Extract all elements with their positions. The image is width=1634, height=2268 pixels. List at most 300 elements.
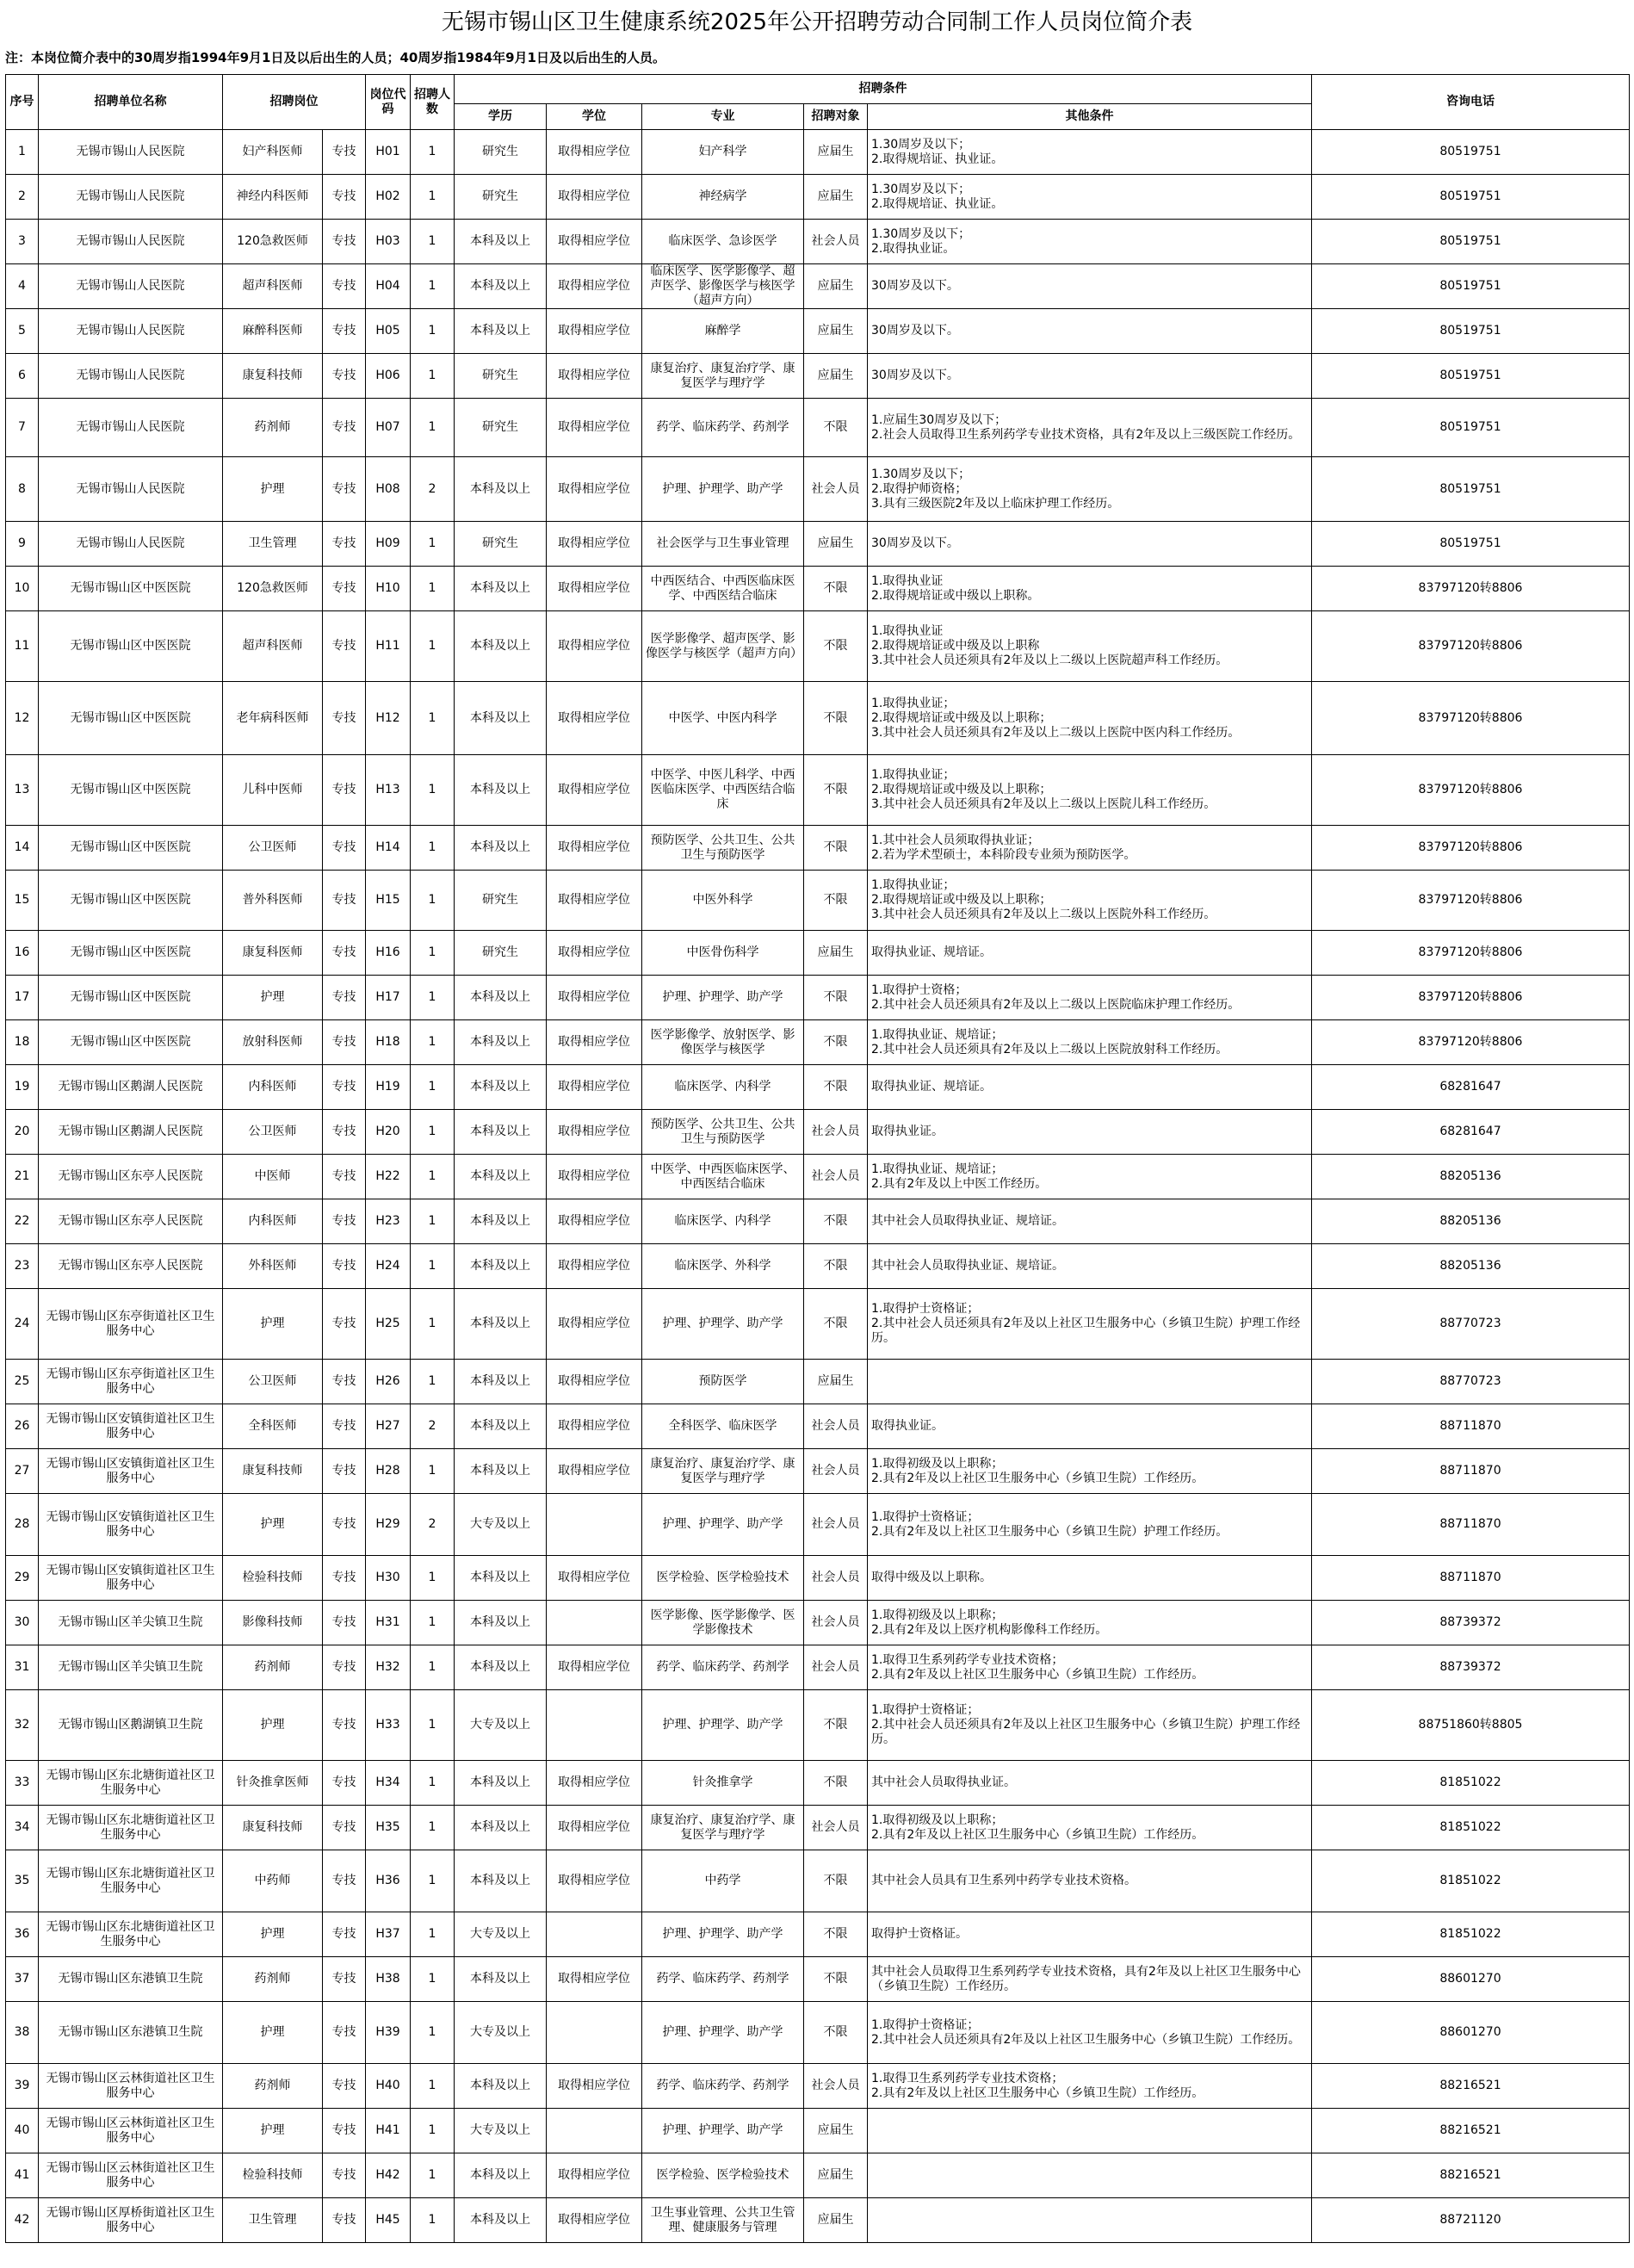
cell-tel: 88721120 bbox=[1312, 2198, 1630, 2243]
cell-target: 不限 bbox=[804, 1912, 868, 1957]
cell-seq: 30 bbox=[6, 1601, 39, 1645]
cell-degree: 取得相应学位 bbox=[547, 611, 642, 682]
cell-post: 护理 bbox=[223, 2002, 323, 2064]
cell-major: 全科医学、临床医学 bbox=[642, 1404, 804, 1449]
cell-unit: 无锡市锡山区东亭街道社区卫生服务中心 bbox=[39, 1360, 223, 1404]
cell-degree: 取得相应学位 bbox=[547, 1110, 642, 1155]
cell-post: 超声科医师 bbox=[223, 264, 323, 309]
cell-seq: 11 bbox=[6, 611, 39, 682]
cell-type: 专技 bbox=[323, 931, 366, 976]
cell-code: H17 bbox=[366, 976, 411, 1020]
cell-other: 1.取得执业证； 2.取得规培证或中级及以上职称； 3.其中社会人员还须具有2年及以上二级以上医院外科工作经历。 bbox=[868, 871, 1312, 931]
cell-major: 麻醉学 bbox=[642, 309, 804, 354]
cell-type: 专技 bbox=[323, 755, 366, 826]
cell-edu: 本科及以上 bbox=[455, 1110, 547, 1155]
cell-target: 社会人员 bbox=[804, 457, 868, 522]
cell-seq: 12 bbox=[6, 682, 39, 755]
cell-major: 社会医学与卫生事业管理 bbox=[642, 522, 804, 567]
cell-post: 儿科中医师 bbox=[223, 755, 323, 826]
table-row bbox=[6, 2109, 1630, 2153]
cell-post: 康复科技师 bbox=[223, 354, 323, 399]
cell-major: 药学、临床药学、药剂学 bbox=[642, 2064, 804, 2109]
cell-target: 应届生 bbox=[804, 2198, 868, 2243]
cell-code: H37 bbox=[366, 1912, 411, 1957]
job-table bbox=[5, 74, 1630, 2243]
table-row bbox=[6, 1494, 1630, 1556]
cell-other: 1.取得护士资格证； 2.其中社会人员还须具有2年及以上社区卫生服务中心（乡镇卫生院）护理工作经历。 bbox=[868, 1690, 1312, 1761]
cell-other: 取得执业证。 bbox=[868, 1110, 1312, 1155]
cell-tel: 80519751 bbox=[1312, 130, 1630, 175]
cell-edu: 大专及以上 bbox=[455, 2109, 547, 2153]
cell-edu: 本科及以上 bbox=[455, 1850, 547, 1912]
cell-major: 临床医学、内科学 bbox=[642, 1065, 804, 1110]
cell-count: 1 bbox=[411, 1199, 455, 1244]
cell-edu: 研究生 bbox=[455, 871, 547, 931]
cell-post: 超声科医师 bbox=[223, 611, 323, 682]
cell-degree: 取得相应学位 bbox=[547, 1199, 642, 1244]
cell-major: 中药学 bbox=[642, 1850, 804, 1912]
cell-tel: 88216521 bbox=[1312, 2064, 1630, 2109]
cell-code: H33 bbox=[366, 1690, 411, 1761]
header-other: 其他条件 bbox=[868, 104, 1312, 130]
cell-post: 护理 bbox=[223, 2109, 323, 2153]
cell-code: H01 bbox=[366, 130, 411, 175]
cell-count: 1 bbox=[411, 1806, 455, 1850]
cell-count: 1 bbox=[411, 567, 455, 611]
cell-code: H04 bbox=[366, 264, 411, 309]
cell-count: 1 bbox=[411, 1645, 455, 1690]
cell-tel: 88739372 bbox=[1312, 1601, 1630, 1645]
cell-count: 1 bbox=[411, 175, 455, 220]
cell-degree: 取得相应学位 bbox=[547, 354, 642, 399]
cell-post: 护理 bbox=[223, 1690, 323, 1761]
cell-target: 应届生 bbox=[804, 264, 868, 309]
cell-major: 针灸推拿学 bbox=[642, 1761, 804, 1806]
cell-type: 专技 bbox=[323, 1155, 366, 1199]
cell-tel: 88751860转8805 bbox=[1312, 1690, 1630, 1761]
cell-code: H39 bbox=[366, 2002, 411, 2064]
table-row bbox=[6, 2002, 1630, 2064]
cell-seq: 27 bbox=[6, 1449, 39, 1494]
cell-type: 专技 bbox=[323, 354, 366, 399]
cell-major: 医学影像学、放射医学、影像医学与核医学 bbox=[642, 1020, 804, 1065]
cell-major: 护理、护理学、助产学 bbox=[642, 2002, 804, 2064]
cell-code: H41 bbox=[366, 2109, 411, 2153]
cell-post: 老年病科医师 bbox=[223, 682, 323, 755]
cell-target: 应届生 bbox=[804, 2109, 868, 2153]
cell-type: 专技 bbox=[323, 399, 366, 457]
cell-seq: 28 bbox=[6, 1494, 39, 1556]
cell-other: 其中社会人员取得卫生系列药学专业技术资格，具有2年及以上社区卫生服务中心（乡镇卫生院）工作经历。 bbox=[868, 1957, 1312, 2002]
cell-tel: 83797120转8806 bbox=[1312, 1020, 1630, 1065]
cell-seq: 4 bbox=[6, 264, 39, 309]
cell-major: 预防医学、公共卫生、公共卫生与预防医学 bbox=[642, 826, 804, 871]
cell-other: 1.取得初级及以上职称； 2.具有2年及以上医疗机构影像科工作经历。 bbox=[868, 1601, 1312, 1645]
table-row bbox=[6, 2153, 1630, 2198]
cell-code: H12 bbox=[366, 682, 411, 755]
cell-tel: 88711870 bbox=[1312, 1449, 1630, 1494]
cell-target: 应届生 bbox=[804, 1360, 868, 1404]
cell-unit: 无锡市锡山区云林街道社区卫生服务中心 bbox=[39, 2153, 223, 2198]
cell-degree: 取得相应学位 bbox=[547, 1761, 642, 1806]
cell-edu: 本科及以上 bbox=[455, 2153, 547, 2198]
cell-major: 医学影像、医学影像学、医学影像技术 bbox=[642, 1601, 804, 1645]
table-row bbox=[6, 1645, 1630, 1690]
cell-other: 1.取得执业证； 2.取得规培证或中级及以上职称； 3.其中社会人员还须具有2年及以上二级以上医院儿科工作经历。 bbox=[868, 755, 1312, 826]
cell-code: H11 bbox=[366, 611, 411, 682]
cell-tel: 80519751 bbox=[1312, 175, 1630, 220]
cell-unit: 无锡市锡山区云林街道社区卫生服务中心 bbox=[39, 2064, 223, 2109]
cell-tel: 88205136 bbox=[1312, 1199, 1630, 1244]
cell-edu: 本科及以上 bbox=[455, 567, 547, 611]
cell-edu: 本科及以上 bbox=[455, 264, 547, 309]
cell-major: 医学检验、医学检验技术 bbox=[642, 1556, 804, 1601]
cell-code: H20 bbox=[366, 1110, 411, 1155]
cell-target: 应届生 bbox=[804, 130, 868, 175]
cell-seq: 42 bbox=[6, 2198, 39, 2243]
cell-tel: 80519751 bbox=[1312, 309, 1630, 354]
cell-target: 不限 bbox=[804, 2002, 868, 2064]
cell-seq: 2 bbox=[6, 175, 39, 220]
cell-count: 1 bbox=[411, 2153, 455, 2198]
table-row bbox=[6, 1601, 1630, 1645]
cell-other: 30周岁及以下。 bbox=[868, 264, 1312, 309]
cell-major: 药学、临床药学、药剂学 bbox=[642, 1957, 804, 2002]
cell-unit: 无锡市锡山区东北塘街道社区卫生服务中心 bbox=[39, 1806, 223, 1850]
cell-edu: 本科及以上 bbox=[455, 220, 547, 264]
cell-code: H45 bbox=[366, 2198, 411, 2243]
cell-type: 专技 bbox=[323, 1289, 366, 1360]
cell-edu: 本科及以上 bbox=[455, 755, 547, 826]
cell-type: 专技 bbox=[323, 2002, 366, 2064]
cell-edu: 本科及以上 bbox=[455, 1199, 547, 1244]
cell-degree: 取得相应学位 bbox=[547, 1244, 642, 1289]
cell-type: 专技 bbox=[323, 1645, 366, 1690]
cell-edu: 本科及以上 bbox=[455, 826, 547, 871]
table-note: 注：本岗位简介表中的30周岁指1994年9月1日及以后出生的人员；40周岁指1984年9月1日及以后出生的人员。 bbox=[5, 50, 665, 65]
table-row bbox=[6, 567, 1630, 611]
table-row bbox=[6, 457, 1630, 522]
cell-type: 专技 bbox=[323, 2109, 366, 2153]
cell-code: H32 bbox=[366, 1645, 411, 1690]
cell-edu: 大专及以上 bbox=[455, 1690, 547, 1761]
cell-target: 不限 bbox=[804, 1690, 868, 1761]
cell-tel: 88739372 bbox=[1312, 1645, 1630, 1690]
cell-unit: 无锡市锡山区东港镇卫生院 bbox=[39, 1957, 223, 2002]
cell-other: 1.取得执业证 2.取得规培证或中级及以上职称 3.其中社会人员还须具有2年及以上二级以上医院超声科工作经历。 bbox=[868, 611, 1312, 682]
cell-major: 临床医学、内科学 bbox=[642, 1199, 804, 1244]
cell-target: 不限 bbox=[804, 1020, 868, 1065]
cell-degree: 取得相应学位 bbox=[547, 1360, 642, 1404]
cell-other: 30周岁及以下。 bbox=[868, 354, 1312, 399]
cell-major: 康复治疗、康复治疗学、康复医学与理疗学 bbox=[642, 1449, 804, 1494]
table-row bbox=[6, 755, 1630, 826]
cell-degree: 取得相应学位 bbox=[547, 2198, 642, 2243]
cell-count: 1 bbox=[411, 1155, 455, 1199]
cell-target: 不限 bbox=[804, 611, 868, 682]
table-row bbox=[6, 1289, 1630, 1360]
cell-post: 内科医师 bbox=[223, 1065, 323, 1110]
cell-major: 预防医学 bbox=[642, 1360, 804, 1404]
cell-unit: 无锡市锡山区中医医院 bbox=[39, 826, 223, 871]
table-row bbox=[6, 931, 1630, 976]
cell-post: 卫生管理 bbox=[223, 2198, 323, 2243]
cell-tel: 83797120转8806 bbox=[1312, 567, 1630, 611]
cell-target: 社会人员 bbox=[804, 1155, 868, 1199]
cell-code: H38 bbox=[366, 1957, 411, 2002]
cell-unit: 无锡市锡山区东北塘街道社区卫生服务中心 bbox=[39, 1912, 223, 1957]
cell-type: 专技 bbox=[323, 457, 366, 522]
cell-seq: 22 bbox=[6, 1199, 39, 1244]
cell-code: H29 bbox=[366, 1494, 411, 1556]
cell-post: 神经内科医师 bbox=[223, 175, 323, 220]
cell-degree: 取得相应学位 bbox=[547, 755, 642, 826]
table-row bbox=[6, 1912, 1630, 1957]
cell-type: 专技 bbox=[323, 309, 366, 354]
cell-degree: 取得相应学位 bbox=[547, 457, 642, 522]
cell-seq: 32 bbox=[6, 1690, 39, 1761]
cell-target: 社会人员 bbox=[804, 1556, 868, 1601]
cell-tel: 88205136 bbox=[1312, 1244, 1630, 1289]
cell-edu: 本科及以上 bbox=[455, 2198, 547, 2243]
cell-edu: 大专及以上 bbox=[455, 2002, 547, 2064]
cell-post: 药剂师 bbox=[223, 2064, 323, 2109]
cell-code: H10 bbox=[366, 567, 411, 611]
cell-type: 专技 bbox=[323, 1020, 366, 1065]
cell-other: 30周岁及以下。 bbox=[868, 309, 1312, 354]
cell-code: H14 bbox=[366, 826, 411, 871]
cell-count: 1 bbox=[411, 755, 455, 826]
cell-degree bbox=[547, 1494, 642, 1556]
table-row bbox=[6, 175, 1630, 220]
table-row bbox=[6, 220, 1630, 264]
cell-degree bbox=[547, 1690, 642, 1761]
cell-tel: 80519751 bbox=[1312, 264, 1630, 309]
cell-major: 临床医学、外科学 bbox=[642, 1244, 804, 1289]
cell-target: 社会人员 bbox=[804, 1645, 868, 1690]
cell-type: 专技 bbox=[323, 976, 366, 1020]
cell-tel: 83797120转8806 bbox=[1312, 931, 1630, 976]
cell-type: 专技 bbox=[323, 130, 366, 175]
table-row bbox=[6, 1110, 1630, 1155]
header-post: 招聘岗位 bbox=[223, 75, 366, 130]
cell-code: H05 bbox=[366, 309, 411, 354]
cell-code: H27 bbox=[366, 1404, 411, 1449]
cell-degree: 取得相应学位 bbox=[547, 522, 642, 567]
cell-seq: 21 bbox=[6, 1155, 39, 1199]
cell-edu: 研究生 bbox=[455, 175, 547, 220]
cell-degree: 取得相应学位 bbox=[547, 871, 642, 931]
cell-post: 护理 bbox=[223, 1289, 323, 1360]
cell-degree: 取得相应学位 bbox=[547, 931, 642, 976]
cell-degree: 取得相应学位 bbox=[547, 2064, 642, 2109]
cell-target: 不限 bbox=[804, 1850, 868, 1912]
cell-major: 中医骨伤科学 bbox=[642, 931, 804, 976]
cell-degree: 取得相应学位 bbox=[547, 130, 642, 175]
cell-type: 专技 bbox=[323, 1556, 366, 1601]
cell-major: 中医学、中医内科学 bbox=[642, 682, 804, 755]
cell-count: 1 bbox=[411, 1065, 455, 1110]
cell-edu: 本科及以上 bbox=[455, 1360, 547, 1404]
table-row bbox=[6, 976, 1630, 1020]
cell-tel: 88711870 bbox=[1312, 1494, 1630, 1556]
cell-major: 护理、护理学、助产学 bbox=[642, 976, 804, 1020]
cell-post: 全科医师 bbox=[223, 1404, 323, 1449]
page-title: 无锡市锡山区卫生健康系统2025年公开招聘劳动合同制工作人员岗位简介表 bbox=[441, 9, 1193, 35]
cell-seq: 37 bbox=[6, 1957, 39, 2002]
cell-post: 护理 bbox=[223, 1494, 323, 1556]
cell-unit: 无锡市锡山区东亭人民医院 bbox=[39, 1244, 223, 1289]
cell-other: 1.应届生30周岁及以下； 2.社会人员取得卫生系列药学专业技术资格，具有2年及以上三级医院工作经历。 bbox=[868, 399, 1312, 457]
cell-seq: 20 bbox=[6, 1110, 39, 1155]
cell-seq: 26 bbox=[6, 1404, 39, 1449]
cell-unit: 无锡市锡山区东亭人民医院 bbox=[39, 1199, 223, 1244]
header-major: 专业 bbox=[642, 104, 804, 130]
cell-post: 公卫医师 bbox=[223, 1110, 323, 1155]
cell-count: 1 bbox=[411, 309, 455, 354]
cell-type: 专技 bbox=[323, 1494, 366, 1556]
cell-unit: 无锡市锡山区厚桥街道社区卫生服务中心 bbox=[39, 2198, 223, 2243]
cell-other: 取得护士资格证。 bbox=[868, 1912, 1312, 1957]
cell-type: 专技 bbox=[323, 871, 366, 931]
cell-seq: 3 bbox=[6, 220, 39, 264]
cell-unit: 无锡市锡山区鹅湖镇卫生院 bbox=[39, 1690, 223, 1761]
cell-unit: 无锡市锡山区中医医院 bbox=[39, 755, 223, 826]
cell-unit: 无锡市锡山区安镇街道社区卫生服务中心 bbox=[39, 1556, 223, 1601]
cell-count: 1 bbox=[411, 264, 455, 309]
cell-edu: 大专及以上 bbox=[455, 1912, 547, 1957]
cell-post: 康复科技师 bbox=[223, 1806, 323, 1850]
cell-seq: 34 bbox=[6, 1806, 39, 1850]
cell-post: 妇产科医师 bbox=[223, 130, 323, 175]
cell-unit: 无锡市锡山区东亭人民医院 bbox=[39, 1155, 223, 1199]
cell-code: H07 bbox=[366, 399, 411, 457]
cell-code: H26 bbox=[366, 1360, 411, 1404]
cell-target: 不限 bbox=[804, 1199, 868, 1244]
cell-unit: 无锡市锡山人民医院 bbox=[39, 354, 223, 399]
cell-edu: 研究生 bbox=[455, 399, 547, 457]
cell-count: 1 bbox=[411, 871, 455, 931]
table-row bbox=[6, 2064, 1630, 2109]
cell-type: 专技 bbox=[323, 611, 366, 682]
cell-major: 护理、护理学、助产学 bbox=[642, 2109, 804, 2153]
cell-post: 内科医师 bbox=[223, 1199, 323, 1244]
cell-target: 社会人员 bbox=[804, 1110, 868, 1155]
cell-post: 120急救医师 bbox=[223, 220, 323, 264]
cell-code: H31 bbox=[366, 1601, 411, 1645]
cell-seq: 38 bbox=[6, 2002, 39, 2064]
table-body bbox=[6, 130, 1630, 2243]
cell-target: 社会人员 bbox=[804, 1494, 868, 1556]
cell-tel: 88216521 bbox=[1312, 2153, 1630, 2198]
cell-unit: 无锡市锡山人民医院 bbox=[39, 457, 223, 522]
cell-count: 1 bbox=[411, 522, 455, 567]
cell-type: 专技 bbox=[323, 1761, 366, 1806]
cell-seq: 35 bbox=[6, 1850, 39, 1912]
cell-tel: 81851022 bbox=[1312, 1850, 1630, 1912]
table-row bbox=[6, 354, 1630, 399]
cell-unit: 无锡市锡山区安镇街道社区卫生服务中心 bbox=[39, 1404, 223, 1449]
cell-target: 应届生 bbox=[804, 354, 868, 399]
cell-post: 麻醉科医师 bbox=[223, 309, 323, 354]
cell-major: 护理、护理学、助产学 bbox=[642, 1912, 804, 1957]
cell-edu: 本科及以上 bbox=[455, 1556, 547, 1601]
cell-major: 护理、护理学、助产学 bbox=[642, 1494, 804, 1556]
cell-code: H15 bbox=[366, 871, 411, 931]
cell-seq: 7 bbox=[6, 399, 39, 457]
cell-degree: 取得相应学位 bbox=[547, 682, 642, 755]
cell-type: 专技 bbox=[323, 682, 366, 755]
cell-edu: 本科及以上 bbox=[455, 457, 547, 522]
cell-count: 1 bbox=[411, 611, 455, 682]
cell-seq: 31 bbox=[6, 1645, 39, 1690]
cell-seq: 33 bbox=[6, 1761, 39, 1806]
cell-other: 1.取得护士资格证； 2.具有2年及以上社区卫生服务中心（乡镇卫生院）护理工作经历。 bbox=[868, 1494, 1312, 1556]
cell-major: 中医学、中医儿科学、中西医临床医学、中西医结合临床 bbox=[642, 755, 804, 826]
cell-edu: 研究生 bbox=[455, 354, 547, 399]
cell-seq: 18 bbox=[6, 1020, 39, 1065]
cell-code: H02 bbox=[366, 175, 411, 220]
cell-unit: 无锡市锡山区中医医院 bbox=[39, 567, 223, 611]
cell-post: 护理 bbox=[223, 1912, 323, 1957]
cell-major: 临床医学、医学影像学、超声医学、影像医学与核医学（超声方向） bbox=[642, 264, 804, 309]
cell-target: 社会人员 bbox=[804, 2064, 868, 2109]
cell-edu: 研究生 bbox=[455, 130, 547, 175]
cell-count: 2 bbox=[411, 1494, 455, 1556]
table-row bbox=[6, 1360, 1630, 1404]
cell-post: 公卫医师 bbox=[223, 826, 323, 871]
cell-unit: 无锡市锡山区中医医院 bbox=[39, 611, 223, 682]
cell-unit: 无锡市锡山区东北塘街道社区卫生服务中心 bbox=[39, 1850, 223, 1912]
cell-count: 1 bbox=[411, 1289, 455, 1360]
cell-edu: 本科及以上 bbox=[455, 1404, 547, 1449]
cell-degree: 取得相应学位 bbox=[547, 826, 642, 871]
cell-unit: 无锡市锡山区中医医院 bbox=[39, 1020, 223, 1065]
cell-target: 不限 bbox=[804, 399, 868, 457]
cell-other: 1.取得执业证； 2.取得规培证或中级及以上职称； 3.其中社会人员还须具有2年及以上二级以上医院中医内科工作经历。 bbox=[868, 682, 1312, 755]
cell-other: 其中社会人员具有卫生系列中药学专业技术资格。 bbox=[868, 1850, 1312, 1912]
table-row bbox=[6, 1957, 1630, 2002]
cell-target: 不限 bbox=[804, 976, 868, 1020]
cell-seq: 19 bbox=[6, 1065, 39, 1110]
cell-seq: 40 bbox=[6, 2109, 39, 2153]
cell-code: H28 bbox=[366, 1449, 411, 1494]
cell-code: H09 bbox=[366, 522, 411, 567]
cell-edu: 本科及以上 bbox=[455, 309, 547, 354]
cell-degree: 取得相应学位 bbox=[547, 1289, 642, 1360]
cell-post: 护理 bbox=[223, 976, 323, 1020]
cell-post: 药剂师 bbox=[223, 1645, 323, 1690]
cell-major: 预防医学、公共卫生、公共卫生与预防医学 bbox=[642, 1110, 804, 1155]
cell-unit: 无锡市锡山区安镇街道社区卫生服务中心 bbox=[39, 1449, 223, 1494]
table-row bbox=[6, 1850, 1630, 1912]
cell-unit: 无锡市锡山区东港镇卫生院 bbox=[39, 2002, 223, 2064]
table-row bbox=[6, 130, 1630, 175]
cell-tel: 81851022 bbox=[1312, 1761, 1630, 1806]
cell-unit: 无锡市锡山区中医医院 bbox=[39, 682, 223, 755]
cell-unit: 无锡市锡山人民医院 bbox=[39, 309, 223, 354]
cell-tel: 83797120转8806 bbox=[1312, 871, 1630, 931]
cell-count: 2 bbox=[411, 1404, 455, 1449]
cell-other: 30周岁及以下。 bbox=[868, 522, 1312, 567]
cell-unit: 无锡市锡山区中医医院 bbox=[39, 931, 223, 976]
cell-other: 1.30周岁及以下； 2.取得规培证、执业证。 bbox=[868, 130, 1312, 175]
table-row bbox=[6, 1155, 1630, 1199]
cell-major: 护理、护理学、助产学 bbox=[642, 1690, 804, 1761]
cell-other: 1.取得初级及以上职称； 2.具有2年及以上社区卫生服务中心（乡镇卫生院）工作经历。 bbox=[868, 1806, 1312, 1850]
cell-type: 专技 bbox=[323, 1199, 366, 1244]
cell-degree: 取得相应学位 bbox=[547, 2153, 642, 2198]
